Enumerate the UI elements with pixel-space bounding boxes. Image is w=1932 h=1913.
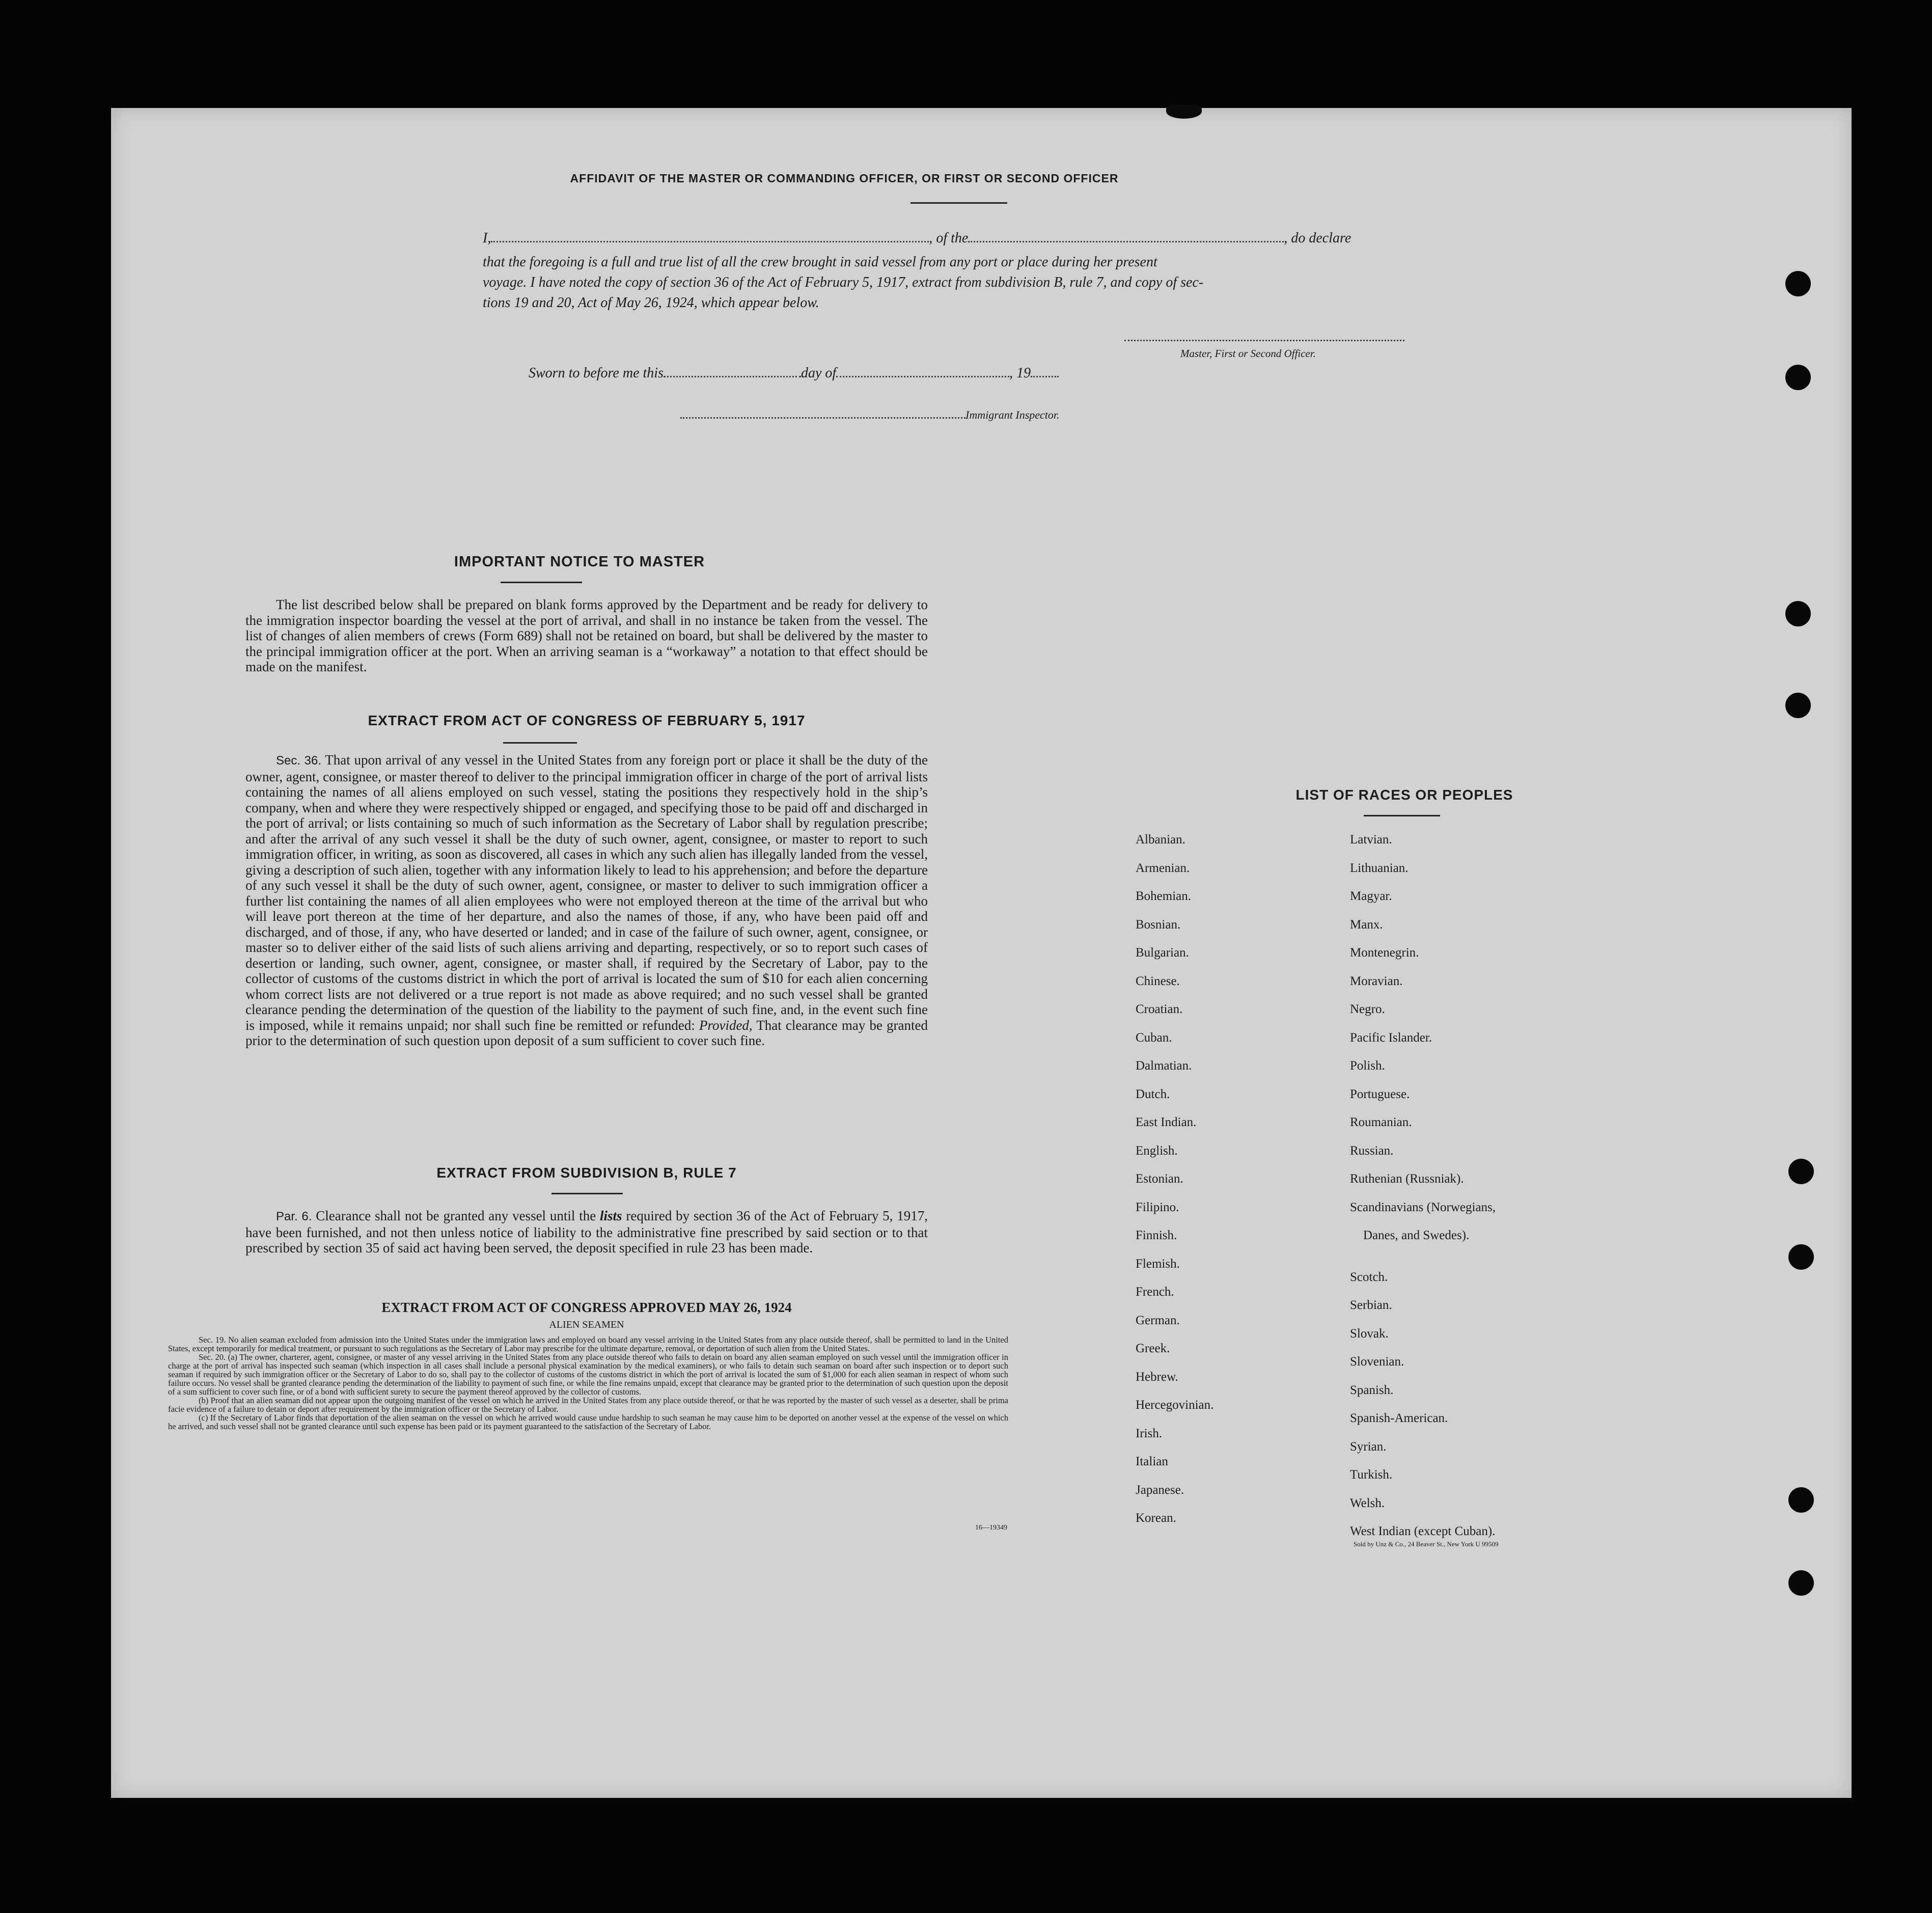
race-item: Dutch.	[1136, 1087, 1170, 1101]
race-item: Welsh.	[1350, 1496, 1385, 1510]
punch-hole	[1788, 1244, 1814, 1270]
affidavit-line-2: that the foregoing is a full and true list of all the crew brought in said vessel from any port or place during her present	[483, 254, 1157, 270]
publisher-footer: Sold by Unz & Co., 24 Beaver St., New York U 99509	[1354, 1540, 1499, 1548]
race-item: Montenegrin.	[1350, 946, 1419, 960]
extract-1924-title: EXTRACT FROM ACT OF CONGRESS APPROVED MAY 26, 1924	[381, 1300, 792, 1315]
race-item: East Indian.	[1136, 1115, 1197, 1129]
document-page	[111, 108, 1852, 1798]
race-item: Lithuanian.	[1350, 861, 1409, 875]
race-item: Irish.	[1136, 1426, 1163, 1440]
sworn-prefix: Sworn to before me this	[529, 365, 664, 381]
punch-hole	[1785, 365, 1811, 390]
extract-rule7-title: EXTRACT FROM SUBDIVISION B, RULE 7	[436, 1165, 737, 1181]
race-item: Spanish-American.	[1350, 1411, 1448, 1425]
par-6-label: Par. 6.	[276, 1210, 312, 1223]
alien-seamen-subtitle: ALIEN SEAMEN	[549, 1319, 624, 1330]
notice-title-rule	[501, 582, 582, 583]
race-item: Slovenian.	[1350, 1355, 1404, 1369]
races-title: LIST OF RACES OR PEOPLES	[1295, 787, 1513, 803]
race-item: Filipino.	[1136, 1200, 1179, 1214]
provided-label: Provided,	[699, 1017, 753, 1033]
of-the-label: , of the	[929, 230, 969, 246]
races-title-rule	[1364, 815, 1440, 816]
race-item: Scandinavians (Norwegians,	[1350, 1200, 1496, 1214]
race-item: Pacific Islander.	[1350, 1030, 1432, 1045]
race-item: Magyar.	[1350, 889, 1392, 903]
race-item: Croatian.	[1136, 1002, 1183, 1016]
race-item: Italian	[1136, 1455, 1168, 1468]
race-item: Flemish.	[1136, 1256, 1180, 1271]
affidavit-i-label: I,	[483, 230, 491, 246]
race-item: Bulgarian.	[1136, 946, 1189, 960]
race-item: Spanish.	[1350, 1383, 1394, 1397]
sworn-line	[529, 365, 1140, 381]
race-item: German.	[1136, 1313, 1180, 1327]
affidavit-title: AFFIDAVIT OF THE MASTER OR COMMANDING OFFICER, OR FIRST OR SECOND OFFICER	[570, 172, 1119, 185]
race-item: Japanese.	[1136, 1483, 1184, 1497]
extract-1924-body	[168, 1335, 1008, 1431]
sworn-year-blank[interactable]	[1031, 376, 1059, 377]
race-item: Scotch.	[1350, 1270, 1388, 1284]
race-item: Greek.	[1136, 1342, 1170, 1355]
race-item: Finnish.	[1136, 1228, 1177, 1242]
vessel-blank[interactable]	[968, 241, 1284, 242]
lists-word: lists	[600, 1208, 622, 1223]
sec-20a-text: Sec. 20. (a) The owner, charterer, agent, consignee, or master of any vessel arriving in the United States from any place outside thereof who fails to detain on board any alien seaman employed on such vessel until the immigration officer in charge at the port of arrival has inspected such seaman (which inspection in all cases shall include a personal physical examination by the medical examiners), or who fails to detain such seaman on board after such inspection or to deport such seaman if required by such immigration officer or the Secretary of Labor to do so, shall pay to the collector of customs of the customs district in which the port of arrival is located the sum of $1,000 for each alien seaman in respect of whom such failure occurs. No vessel shall be granted clearance pending the determination of the liability to payment of such fine, or while the fine remains unpaid, except that clearance may be granted prior to the determination of such question upon the deposit of a sum sufficient to cover such fine, or of a bond with sufficient surety to secure the payment thereof approved by the collector of customs.	[168, 1352, 1008, 1397]
race-item: Albanian.	[1136, 833, 1185, 846]
punch-hole	[1788, 1570, 1814, 1596]
notice-body: The list described below shall be prepared on blank forms approved by the Department and be ready for delivery to the immigration inspector boarding the vessel at the port of arrival, and shall in no instance be taken from the vessel. The list of changes of alien members of crews (Form 689) shall not be retained on board, but shall be delivered by the master to the principal immigration officer at the port. When an arriving seaman is a “workaway” a notation to that effect should be made on the manifest.	[245, 597, 928, 674]
race-item: Manx.	[1350, 917, 1383, 932]
affidavit-line-1	[483, 230, 1440, 247]
punch-hole	[1785, 693, 1811, 718]
race-item: Bohemian.	[1136, 889, 1192, 903]
sec-19-text: Sec. 19. No alien seaman excluded from admission into the United States under the immigration laws and employed on board any vessel arriving in the United States from any place outside thereof, shall be permitted to land in the United States, except temporarily for medical treatment, or pursuant to such regulations as the Secretary of Labor may prescribe for the ultimate departure, removal, or deportation of such alien from the United States.	[168, 1335, 1008, 1353]
sec-36-label: Sec. 36.	[276, 754, 322, 768]
race-item: Syrian.	[1350, 1439, 1387, 1454]
sec-20b-text: (b) Proof that an alien seaman did not appear upon the outgoing manifest of the vessel on which he arrived in the United States from any place outside thereof, or that he was reported by the master of such vessel as a deserter, shall be prima facie evidence of a failure to detain or deport after requirement by the immigration officer or the Secretary of Labor.	[168, 1396, 1008, 1414]
sworn-day-blank[interactable]	[664, 376, 801, 377]
inspector-line	[680, 408, 1139, 422]
race-item: Polish.	[1350, 1059, 1385, 1073]
race-item: Armenian.	[1136, 861, 1190, 875]
race-item: English.	[1136, 1143, 1178, 1158]
notice-title: IMPORTANT NOTICE TO MASTER	[454, 554, 705, 570]
race-item: Turkish.	[1350, 1468, 1393, 1482]
affidavit-title-rule	[910, 202, 1007, 204]
race-item: French.	[1136, 1285, 1174, 1299]
extract-1917-body	[245, 752, 928, 1049]
race-item: Negro.	[1350, 1002, 1385, 1016]
paper-tear	[1166, 104, 1202, 119]
extract-rule7-body	[245, 1208, 928, 1256]
race-item: Hercegovinian.	[1136, 1398, 1214, 1412]
sec-36-text: That upon arrival of any vessel in the United States from any foreign port or place it shall be the duty of the owner, agent, consignee, or master thereof to deliver to the principal immigration officer in charge of the port of arrival lists containing the names of all aliens employed on such vessel, stating the positions they respectively hold in the ship’s company, when and where they were respectively shipped or engaged, and specifying those to be paid off and discharged in the port of arrival; or lists containing so much of such information as the Secretary of Labor shall by regulation prescribe; and after the arrival of any such vessel it shall be the duty of such owner, agent, consignee, or master to report to such immigration officer, in writing, as soon as discovered, all cases in which any such alien has illegally landed from the vessel, giving a description of such alien, together with any information likely to lead to his apprehension; and before the departure of any such vessel it shall be the duty of such owner, agent, consignee, or master to deliver to such immigration officer a further list containing the names of all alien employees who were not employed thereon at the time of the arrival but who will leave port thereon at the time of her departure, and also the names of those, if any, who have been paid off and discharged, and of those, if any, who have deserted or landed; and in case of the failure of such owner, agent, consignee, or master so to deliver either of the said lists of such aliens arriving and departing, respectively, or so to report such cases of desertion or landing, such owner, agent, consignee, or master shall, if required by the Secretary of Labor, pay to the collector of customs of the customs district in which the port of arrival is located the sum of $10 for each alien concerning whom correct lists are not delivered or a true report is not made as above required; and no such vessel shall be granted clearance pending the determination of the question of the liability to the payment of such fine, and, in the event such fine is imposed, while it remains unpaid; nor shall such fine be remitted or refunded:	[245, 752, 928, 1033]
master-signature-line[interactable]	[1124, 340, 1404, 341]
race-item: Ruthenian (Russniak).	[1350, 1172, 1464, 1186]
punch-hole	[1785, 271, 1811, 296]
race-item: Estonian.	[1136, 1172, 1183, 1186]
sec-20c-text: (c) If the Secretary of Labor finds that deportation of the alien seaman on the vessel on which he arrived would cause undue hardship to such seaman he may cause him to be deported on another vessel at the expense of the vessel on which he arrived, and such vessel shall not be granted clearance until such expense has been paid or its payment guaranteed to the satisfaction of the Secretary of Labor.	[168, 1413, 1008, 1431]
race-item: Hebrew.	[1136, 1370, 1178, 1384]
punch-hole	[1788, 1487, 1814, 1513]
race-item: Danes, and Swedes).	[1363, 1228, 1470, 1242]
race-item: Bosnian.	[1136, 917, 1181, 932]
race-item: Russian.	[1350, 1143, 1394, 1158]
form-number: 16—19349	[975, 1524, 1007, 1532]
extract-rule7-rule	[551, 1193, 623, 1194]
race-item: Korean.	[1136, 1511, 1176, 1525]
year-label: , 19	[1009, 365, 1031, 381]
affidavit-line-4: tions 19 and 20, Act of May 26, 1924, which appear below.	[483, 295, 819, 311]
rule7-text-b: required by section 36 of the Act of February 5, 1917, have been furnished, and not then unless notice of liability to the administrative fine prescribed by said section or to that prescribed by section 35 of said act having been served, the deposit specified in rule 23 has been made.	[245, 1208, 928, 1255]
race-item: Latvian.	[1350, 833, 1392, 846]
punch-hole	[1785, 601, 1811, 626]
name-blank[interactable]	[491, 241, 929, 242]
affidavit-line-3: voyage. I have noted the copy of section 36 of the Act of February 5, 1917, extract from subdivision B, rule 7, and copy of sec-	[483, 275, 1204, 290]
master-signature-label: Master, First or Second Officer.	[1180, 347, 1316, 360]
sworn-month-blank[interactable]	[836, 376, 1009, 377]
punch-hole	[1788, 1159, 1814, 1184]
declare-label: , do declare	[1284, 230, 1351, 246]
extract-1917-title: EXTRACT FROM ACT OF CONGRESS OF FEBRUARY 5, 1917	[368, 713, 806, 728]
race-item: Portuguese.	[1350, 1087, 1410, 1101]
race-item: Moravian.	[1350, 974, 1403, 988]
extract-1917-rule	[503, 742, 577, 744]
day-of-label: day of	[801, 365, 837, 381]
race-item: Slovak.	[1350, 1326, 1389, 1341]
inspector-label: Immigrant Inspector.	[965, 408, 1060, 421]
race-item: Chinese.	[1136, 974, 1180, 988]
race-item: Serbian.	[1350, 1298, 1392, 1312]
race-item: Dalmatian.	[1136, 1059, 1192, 1073]
inspector-signature-blank[interactable]	[680, 417, 965, 419]
race-item: Roumanian.	[1350, 1115, 1412, 1129]
race-item: West Indian (except Cuban).	[1350, 1524, 1496, 1538]
rule7-text-a: Clearance shall not be granted any vessel until the	[316, 1208, 596, 1223]
sec-36-text-end: That clearance may be granted prior to the determination of such question upon deposit of a sum sufficient to cover such fine.	[245, 1017, 928, 1048]
race-item: Cuban.	[1136, 1030, 1172, 1045]
